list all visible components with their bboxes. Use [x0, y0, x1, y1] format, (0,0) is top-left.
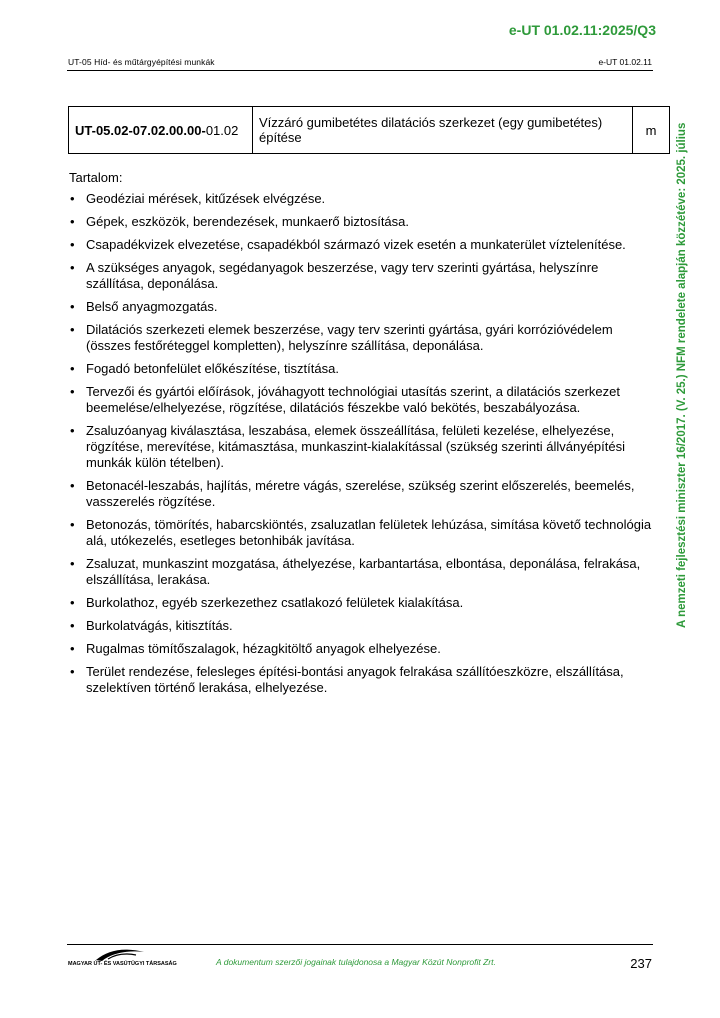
- copyright-notice: A dokumentum szerzői jogainak tulajdonosa a Magyar Közút Nonprofit Zrt.: [216, 957, 496, 967]
- item-unit: m: [633, 107, 670, 154]
- document-code: e-UT 01.02.11:2025/Q3: [508, 22, 656, 38]
- society-logo: [68, 946, 177, 970]
- list-item: • Betonozás, tömörítés, habarcskiöntés, zsaluzatlan felületek lehúzása, simítása követő technológia alá, utókezelés, esetleges betonhibák javítása.: [69, 517, 654, 549]
- item-code: UT-05.02-07.02.00.00-: [75, 122, 206, 138]
- list-item: • Zsaluzat, munkaszint mozgatása, áthelyezése, karbantartása, elbontása, deponálása, felrakása, elszállítása, lerakása.: [69, 556, 654, 588]
- list-item: • Belső anyagmozgatás.: [69, 299, 654, 315]
- list-item: • Gépek, eszközök, berendezések, munkaerő biztosítása.: [69, 214, 654, 230]
- publication-note: A nemzeti fejlesztési miniszter 16/2017. (V. 25.) NFM rendelete alapján közzétéve: 2025. július: [676, 122, 688, 628]
- list-item: • Csapadékvizek elvezetése, csapadékból származó vizek esetén a munkaterület víztelenítése.: [69, 237, 654, 253]
- logo-swoosh-icon: [94, 946, 146, 962]
- page-number: 237: [630, 956, 652, 971]
- list-item: • Rugalmas tömítőszalagok, hézagkitöltő anyagok elhelyezése.: [69, 641, 654, 657]
- list-item: • Fogadó betonfelület előkészítése, tisztítása.: [69, 361, 654, 377]
- list-item: • Burkolathoz, egyéb szerkezethez csatlakozó felületek kialakítása.: [69, 595, 654, 611]
- list-item: • Geodéziai mérések, kitűzések elvégzése.: [69, 191, 654, 207]
- logo-text: MAGYAR ÚT- ÉS VASÚTÜGYI TÁRSASÁG: [68, 961, 177, 967]
- document-reference: e-UT 01.02.11: [598, 57, 652, 67]
- item-row: [69, 107, 670, 154]
- item-code-tail: 01.02: [205, 122, 239, 138]
- item-description: Vízzáró gumibetétes dilatációs szerkezet (egy gumibetétes) építése: [253, 107, 633, 154]
- list-item: • Dilatációs szerkezeti elemek beszerzése, vagy terv szerinti gyártása, gyári korrózióvédelem (összes festőréteggel kompletten), helyszínre szállítása, deponálása.: [69, 322, 654, 354]
- list-item: • A szükséges anyagok, segédanyagok beszerzése, vagy terv szerinti gyártása, helyszínre szállítása, deponálása.: [69, 260, 654, 292]
- list-item: • Zsaluzóanyag kiválasztása, leszabása, elemek összeállítása, felületi kezelése, elhelyezése, rögzítése, merevítése, kitámasztása, munkaszint-kialakítással (szükség szerinti állványépítési munkák külön tételben).: [69, 423, 654, 471]
- content-heading: Tartalom:: [69, 170, 123, 185]
- item-table: [68, 106, 670, 154]
- list-item: • Betonacél-leszabás, hajlítás, méretre vágás, szerelése, szükség szerint előszerelés, beemelés, vasszerelés rögzítése.: [69, 478, 654, 510]
- footer-divider: [67, 944, 653, 945]
- list-item: • Tervezői és gyártói előírások, jóváhagyott technológiai utasítás szerint, a dilatációs szerkezet beemelése/elhelyezése, rögzítése, dilatációs fészekbe való bekötés, beszabályozása.: [69, 384, 654, 416]
- chapter-title: UT-05 Híd- és műtárgyépítési munkák: [68, 57, 215, 67]
- content-list: [69, 191, 654, 703]
- header-divider: [67, 70, 653, 71]
- list-item: • Terület rendezése, felesleges építési-bontási anyagok felrakása szállítóeszközre, elszállítása, szelektíven történő lerakása, elhelyezése.: [69, 664, 654, 696]
- item-code-cell: [69, 107, 253, 154]
- list-item: • Burkolatvágás, kitisztítás.: [69, 618, 654, 634]
